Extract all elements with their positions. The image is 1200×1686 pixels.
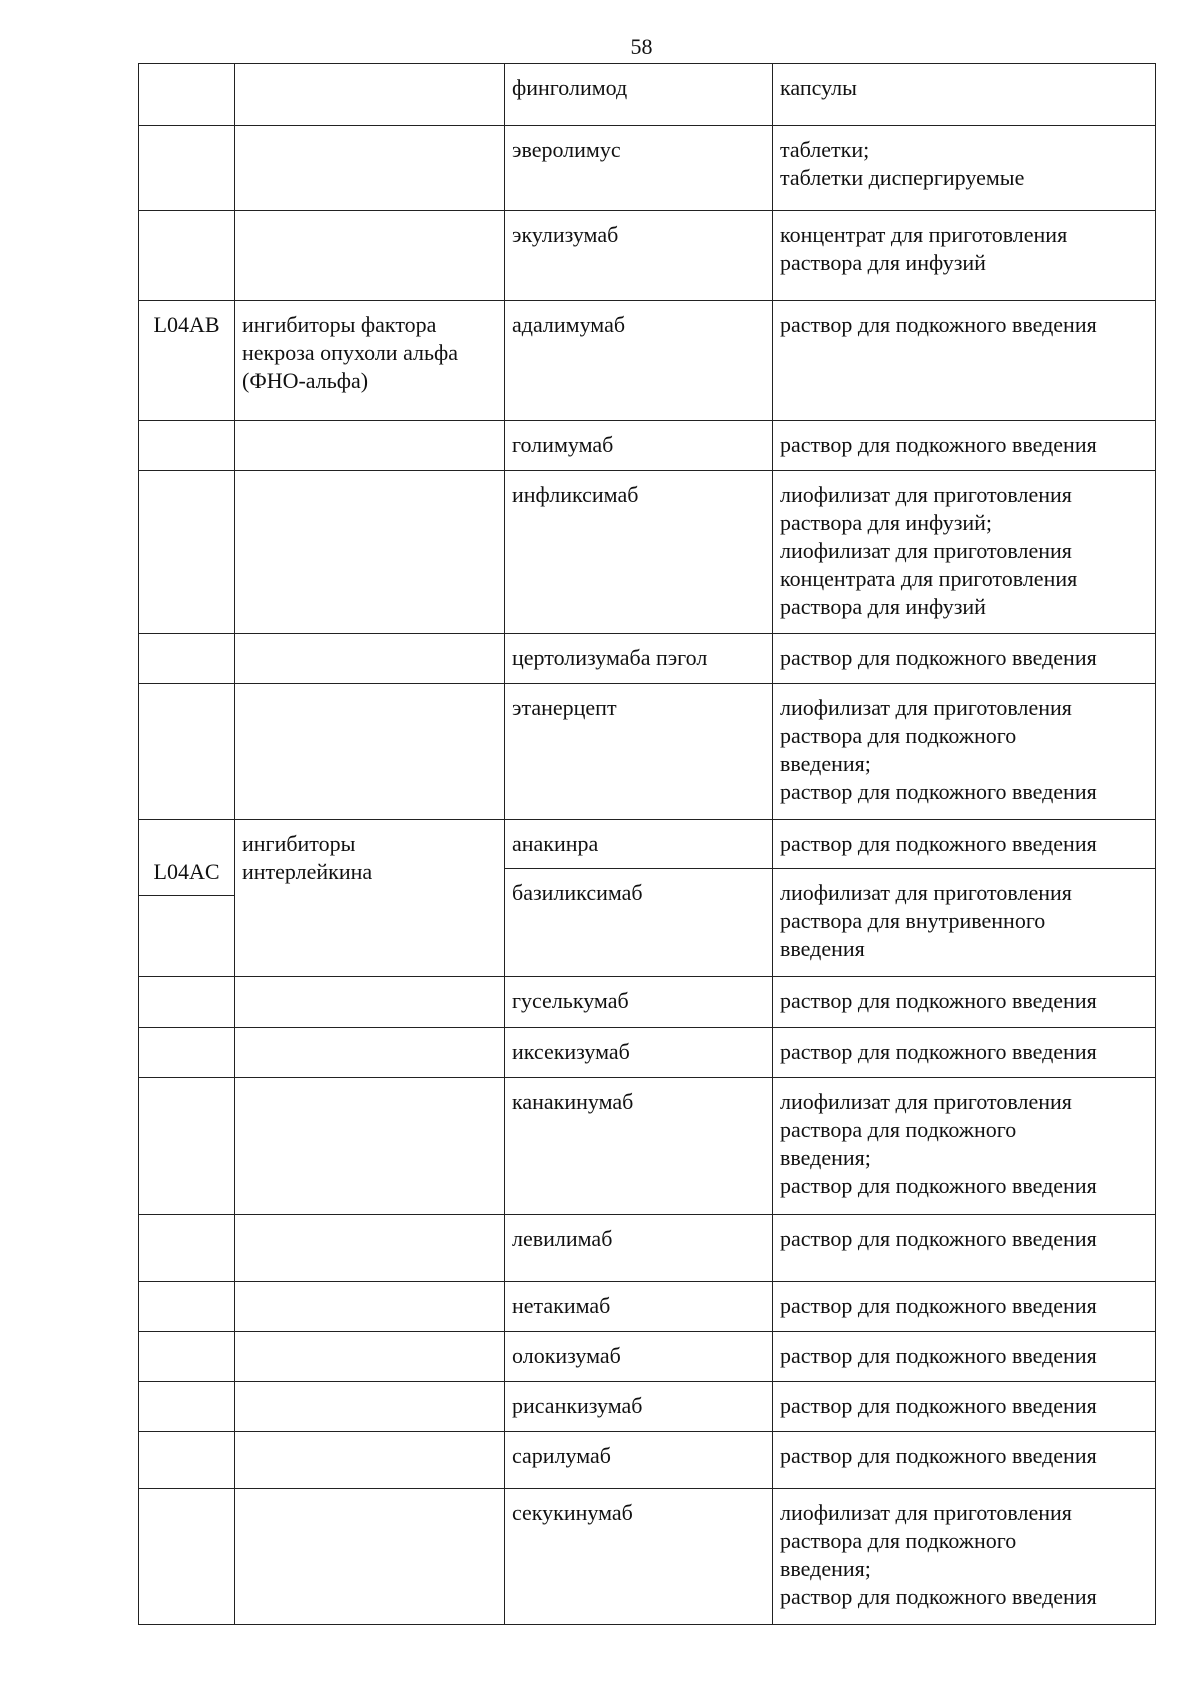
- table-row: [139, 1332, 1156, 1382]
- table-row: [139, 977, 1156, 1028]
- table-row: [139, 1078, 1156, 1215]
- group-name-cell: [235, 1382, 505, 1432]
- dosage-form-cell: раствор для подкожного введения: [773, 820, 1156, 869]
- group-name-cell: [235, 211, 505, 301]
- drug-name-cell: базиликсимаб: [505, 869, 773, 977]
- table-row: [139, 471, 1156, 634]
- atc-code-cell: [139, 684, 235, 820]
- drug-name-cell: олокизумаб: [505, 1332, 773, 1382]
- dosage-form-cell: раствор для подкожного введения: [773, 1282, 1156, 1332]
- table-row: [139, 64, 1156, 126]
- drug-name-cell: нетакимаб: [505, 1282, 773, 1332]
- table-row: [139, 1028, 1156, 1078]
- drug-name-cell: цертолизумаба пэгол: [505, 634, 773, 684]
- atc-code-cell: [139, 1382, 235, 1432]
- page-number: 58: [630, 34, 653, 59]
- group-name-cell: [235, 1028, 505, 1078]
- atc-code-cell: [139, 421, 235, 471]
- drug-name-cell: гуселькумаб: [505, 977, 773, 1028]
- atc-code-cell: [139, 820, 235, 977]
- atc-code-cell: [139, 471, 235, 634]
- atc-code-cell: [139, 1432, 235, 1489]
- dosage-form-cell: капсулы: [773, 64, 1156, 126]
- dosage-form-cell: лиофилизат для приготовления раствора для внутривенного введения: [773, 869, 1156, 977]
- group-name-cell: [235, 1282, 505, 1332]
- table-row: [139, 301, 1156, 421]
- dosage-form-cell: раствор для подкожного введения: [773, 634, 1156, 684]
- dosage-form-cell: лиофилизат для приготовления раствора для подкожного введения; раствор для подкожного введения: [773, 1489, 1156, 1625]
- atc-code: L04AC: [139, 848, 234, 896]
- atc-code-cell: [139, 211, 235, 301]
- atc-code-cell: [139, 634, 235, 684]
- table-row: [139, 1489, 1156, 1625]
- group-name-cell: [235, 1332, 505, 1382]
- dosage-form-cell: лиофилизат для приготовления раствора для инфузий; лиофилизат для приготовления концентрата для приготовления раствора для инфузий: [773, 471, 1156, 634]
- dosage-form-cell: раствор для подкожного введения: [773, 977, 1156, 1028]
- group-name-cell: ингибиторы фактора некроза опухоли альфа (ФНО-альфа): [235, 301, 505, 421]
- drug-name-cell: адалимумаб: [505, 301, 773, 421]
- drug-name-cell: этанерцепт: [505, 684, 773, 820]
- table-row: [139, 1282, 1156, 1332]
- atc-code-cell: [139, 1215, 235, 1282]
- atc-code-cell: [139, 977, 235, 1028]
- group-name-cell: [235, 634, 505, 684]
- atc-code-cell: [139, 1078, 235, 1215]
- drug-name-cell: канакинумаб: [505, 1078, 773, 1215]
- drug-name-cell: инфликсимаб: [505, 471, 773, 634]
- group-name-cell: [235, 126, 505, 211]
- group-name-cell: [235, 1215, 505, 1282]
- dosage-form-cell: лиофилизат для приготовления раствора для подкожного введения; раствор для подкожного введения: [773, 1078, 1156, 1215]
- atc-code-cell: [139, 1332, 235, 1382]
- group-name-cell: [235, 471, 505, 634]
- table-row: [139, 820, 1156, 869]
- table-row: [139, 421, 1156, 471]
- table-row: [139, 634, 1156, 684]
- drug-name-cell: голимумаб: [505, 421, 773, 471]
- atc-code-cell: L04AB: [139, 301, 235, 421]
- table-row: [139, 684, 1156, 820]
- table-body-top: [139, 64, 1156, 820]
- table-row: [139, 211, 1156, 301]
- drug-name-cell: экулизумаб: [505, 211, 773, 301]
- atc-code-cell: [139, 1489, 235, 1625]
- table-row: [139, 1382, 1156, 1432]
- dosage-form-cell: концентрат для приготовления раствора для инфузий: [773, 211, 1156, 301]
- table-row: [139, 126, 1156, 211]
- drug-name-cell: сарилумаб: [505, 1432, 773, 1489]
- group-name-cell: [235, 1489, 505, 1625]
- drug-name-cell: секукинумаб: [505, 1489, 773, 1625]
- group-name-cell: [235, 1432, 505, 1489]
- dosage-form-cell: раствор для подкожного введения: [773, 1215, 1156, 1282]
- drug-table: [138, 63, 1156, 1625]
- dosage-form-cell: таблетки; таблетки диспергируемые: [773, 126, 1156, 211]
- dosage-form-cell: раствор для подкожного введения: [773, 1028, 1156, 1078]
- atc-code-cell: [139, 1282, 235, 1332]
- drug-name-cell: иксекизумаб: [505, 1028, 773, 1078]
- table-row: [139, 1432, 1156, 1489]
- dosage-form-cell: раствор для подкожного введения: [773, 421, 1156, 471]
- group-name-cell: [235, 977, 505, 1028]
- table-body-bottom: [139, 977, 1156, 1625]
- atc-code-cell: [139, 1028, 235, 1078]
- dosage-form-cell: раствор для подкожного введения: [773, 1432, 1156, 1489]
- group-name-cell: [235, 1078, 505, 1215]
- dosage-form-cell: раствор для подкожного введения: [773, 301, 1156, 421]
- atc-code-cell: [139, 126, 235, 211]
- drug-name-cell: анакинра: [505, 820, 773, 869]
- drug-name-cell: эверолимус: [505, 126, 773, 211]
- drug-name-cell: финголимод: [505, 64, 773, 126]
- table-row: [139, 1215, 1156, 1282]
- drug-name-cell: рисанкизумаб: [505, 1382, 773, 1432]
- group-name-cell: [235, 421, 505, 471]
- dosage-form-cell: раствор для подкожного введения: [773, 1332, 1156, 1382]
- dosage-form-cell: лиофилизат для приготовления раствора для подкожного введения; раствор для подкожного введения: [773, 684, 1156, 820]
- table-body-l04ac: [139, 820, 1156, 977]
- group-name-cell: [235, 64, 505, 126]
- drug-name-cell: левилимаб: [505, 1215, 773, 1282]
- group-name-cell: [235, 684, 505, 820]
- dosage-form-cell: раствор для подкожного введения: [773, 1382, 1156, 1432]
- group-name-cell: ингибиторы интерлейкина: [235, 820, 505, 977]
- atc-code-cell: [139, 64, 235, 126]
